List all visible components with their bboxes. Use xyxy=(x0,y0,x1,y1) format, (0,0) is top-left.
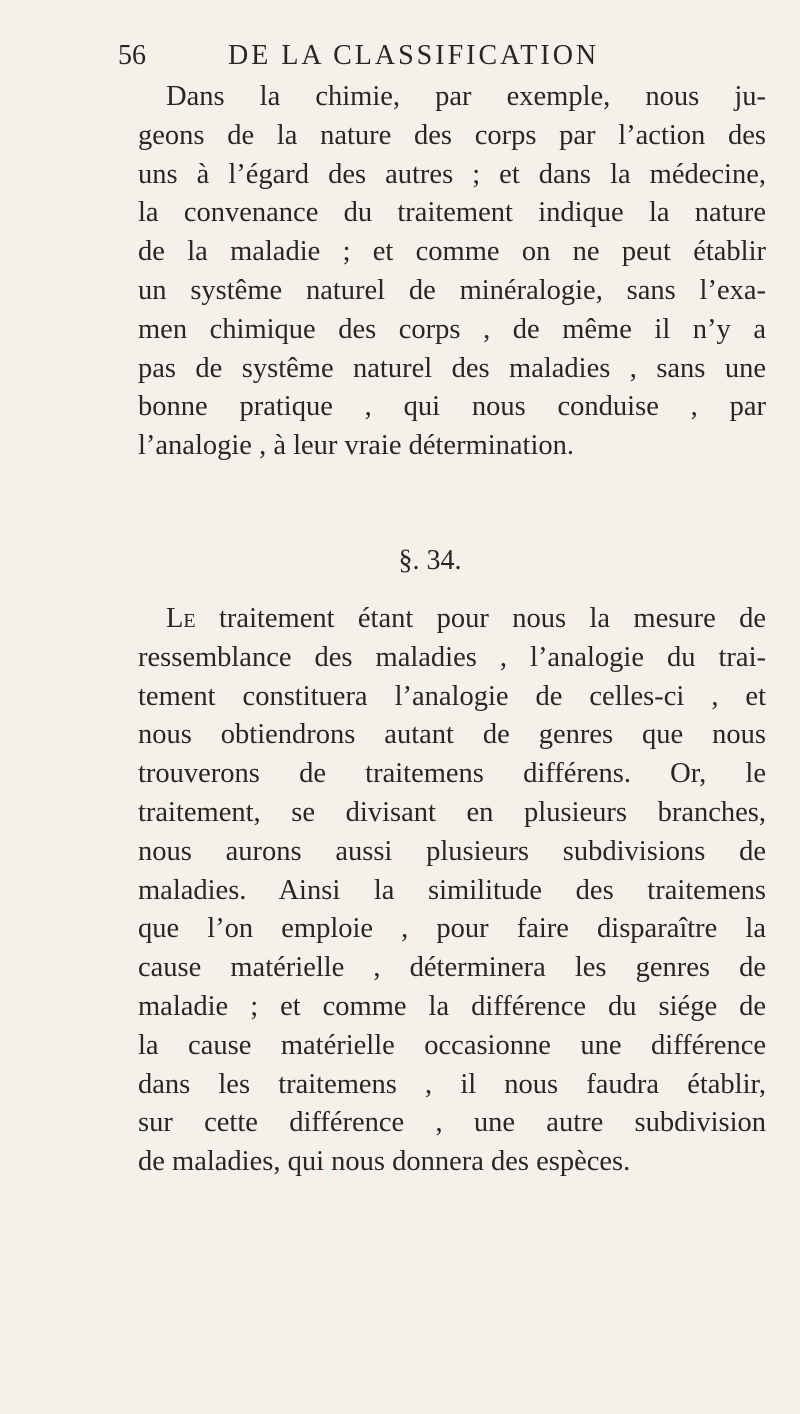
text-line: geons de la nature des corps par l’action des xyxy=(138,119,766,151)
text-line: uns à l’égard des autres ; et dans la médecine, xyxy=(138,158,766,190)
text-line: la convenance du traitement indique la nature xyxy=(138,197,766,229)
text-line: bonne pratique , qui nous conduise , par xyxy=(138,391,766,423)
text-line: de la maladie ; et comme on ne peut établir xyxy=(138,236,766,268)
text-line: men chimique des corps , de même il n’y a xyxy=(138,313,766,345)
text-line: que l’on emploie , pour faire disparaître la xyxy=(138,913,766,945)
text-line: maladies. Ainsi la similitude des traitemens xyxy=(138,874,766,906)
text-line: la cause matérielle occasionne une différence xyxy=(138,1029,766,1061)
text-line: nous aurons aussi plusieurs subdivisions de xyxy=(138,835,766,867)
text-line: cause matérielle , déterminera les genres de xyxy=(138,952,766,984)
text-line: l’analogie , à leur vraie détermination. xyxy=(138,430,575,462)
text-line: dans les traitemens , il nous faudra établir, xyxy=(138,1068,766,1100)
paragraph-2 xyxy=(138,600,766,1182)
text-line: maladie ; et comme la différence du siége de xyxy=(138,990,766,1022)
text-line: Dans la chimie, par exemple, nous ju- xyxy=(166,81,766,112)
paragraph-1 xyxy=(138,78,766,466)
running-title: DE LA CLASSIFICATION xyxy=(228,40,600,71)
text-line: ressemblance des maladies , l’analogie du trai- xyxy=(138,641,766,673)
page-header xyxy=(118,40,599,72)
text-line: tement constituera l’analogie de celles-ci , et xyxy=(138,680,766,712)
first-line-rest: traitement étant pour nous la mesure de xyxy=(195,603,766,634)
text-line: un systême naturel de minéralogie, sans l’exa- xyxy=(138,274,766,306)
text-line: de maladies, qui nous donnera des espèces. xyxy=(138,1146,631,1178)
text-line: pas de systême naturel des maladies , sans une xyxy=(138,352,766,384)
text-line: traitement, se divisant en plusieurs branches, xyxy=(138,796,766,828)
text-line: trouverons de traitemens différens. Or, le xyxy=(138,758,766,790)
text-line-first xyxy=(138,600,766,639)
drop-word: Le xyxy=(166,603,196,634)
text-line: nous obtiendrons autant de genres que nous xyxy=(138,719,766,751)
section-heading: §. 34. xyxy=(398,545,462,576)
text-line: sur cette différence , une autre subdivision xyxy=(138,1107,766,1139)
page-number: 56 xyxy=(118,40,146,71)
